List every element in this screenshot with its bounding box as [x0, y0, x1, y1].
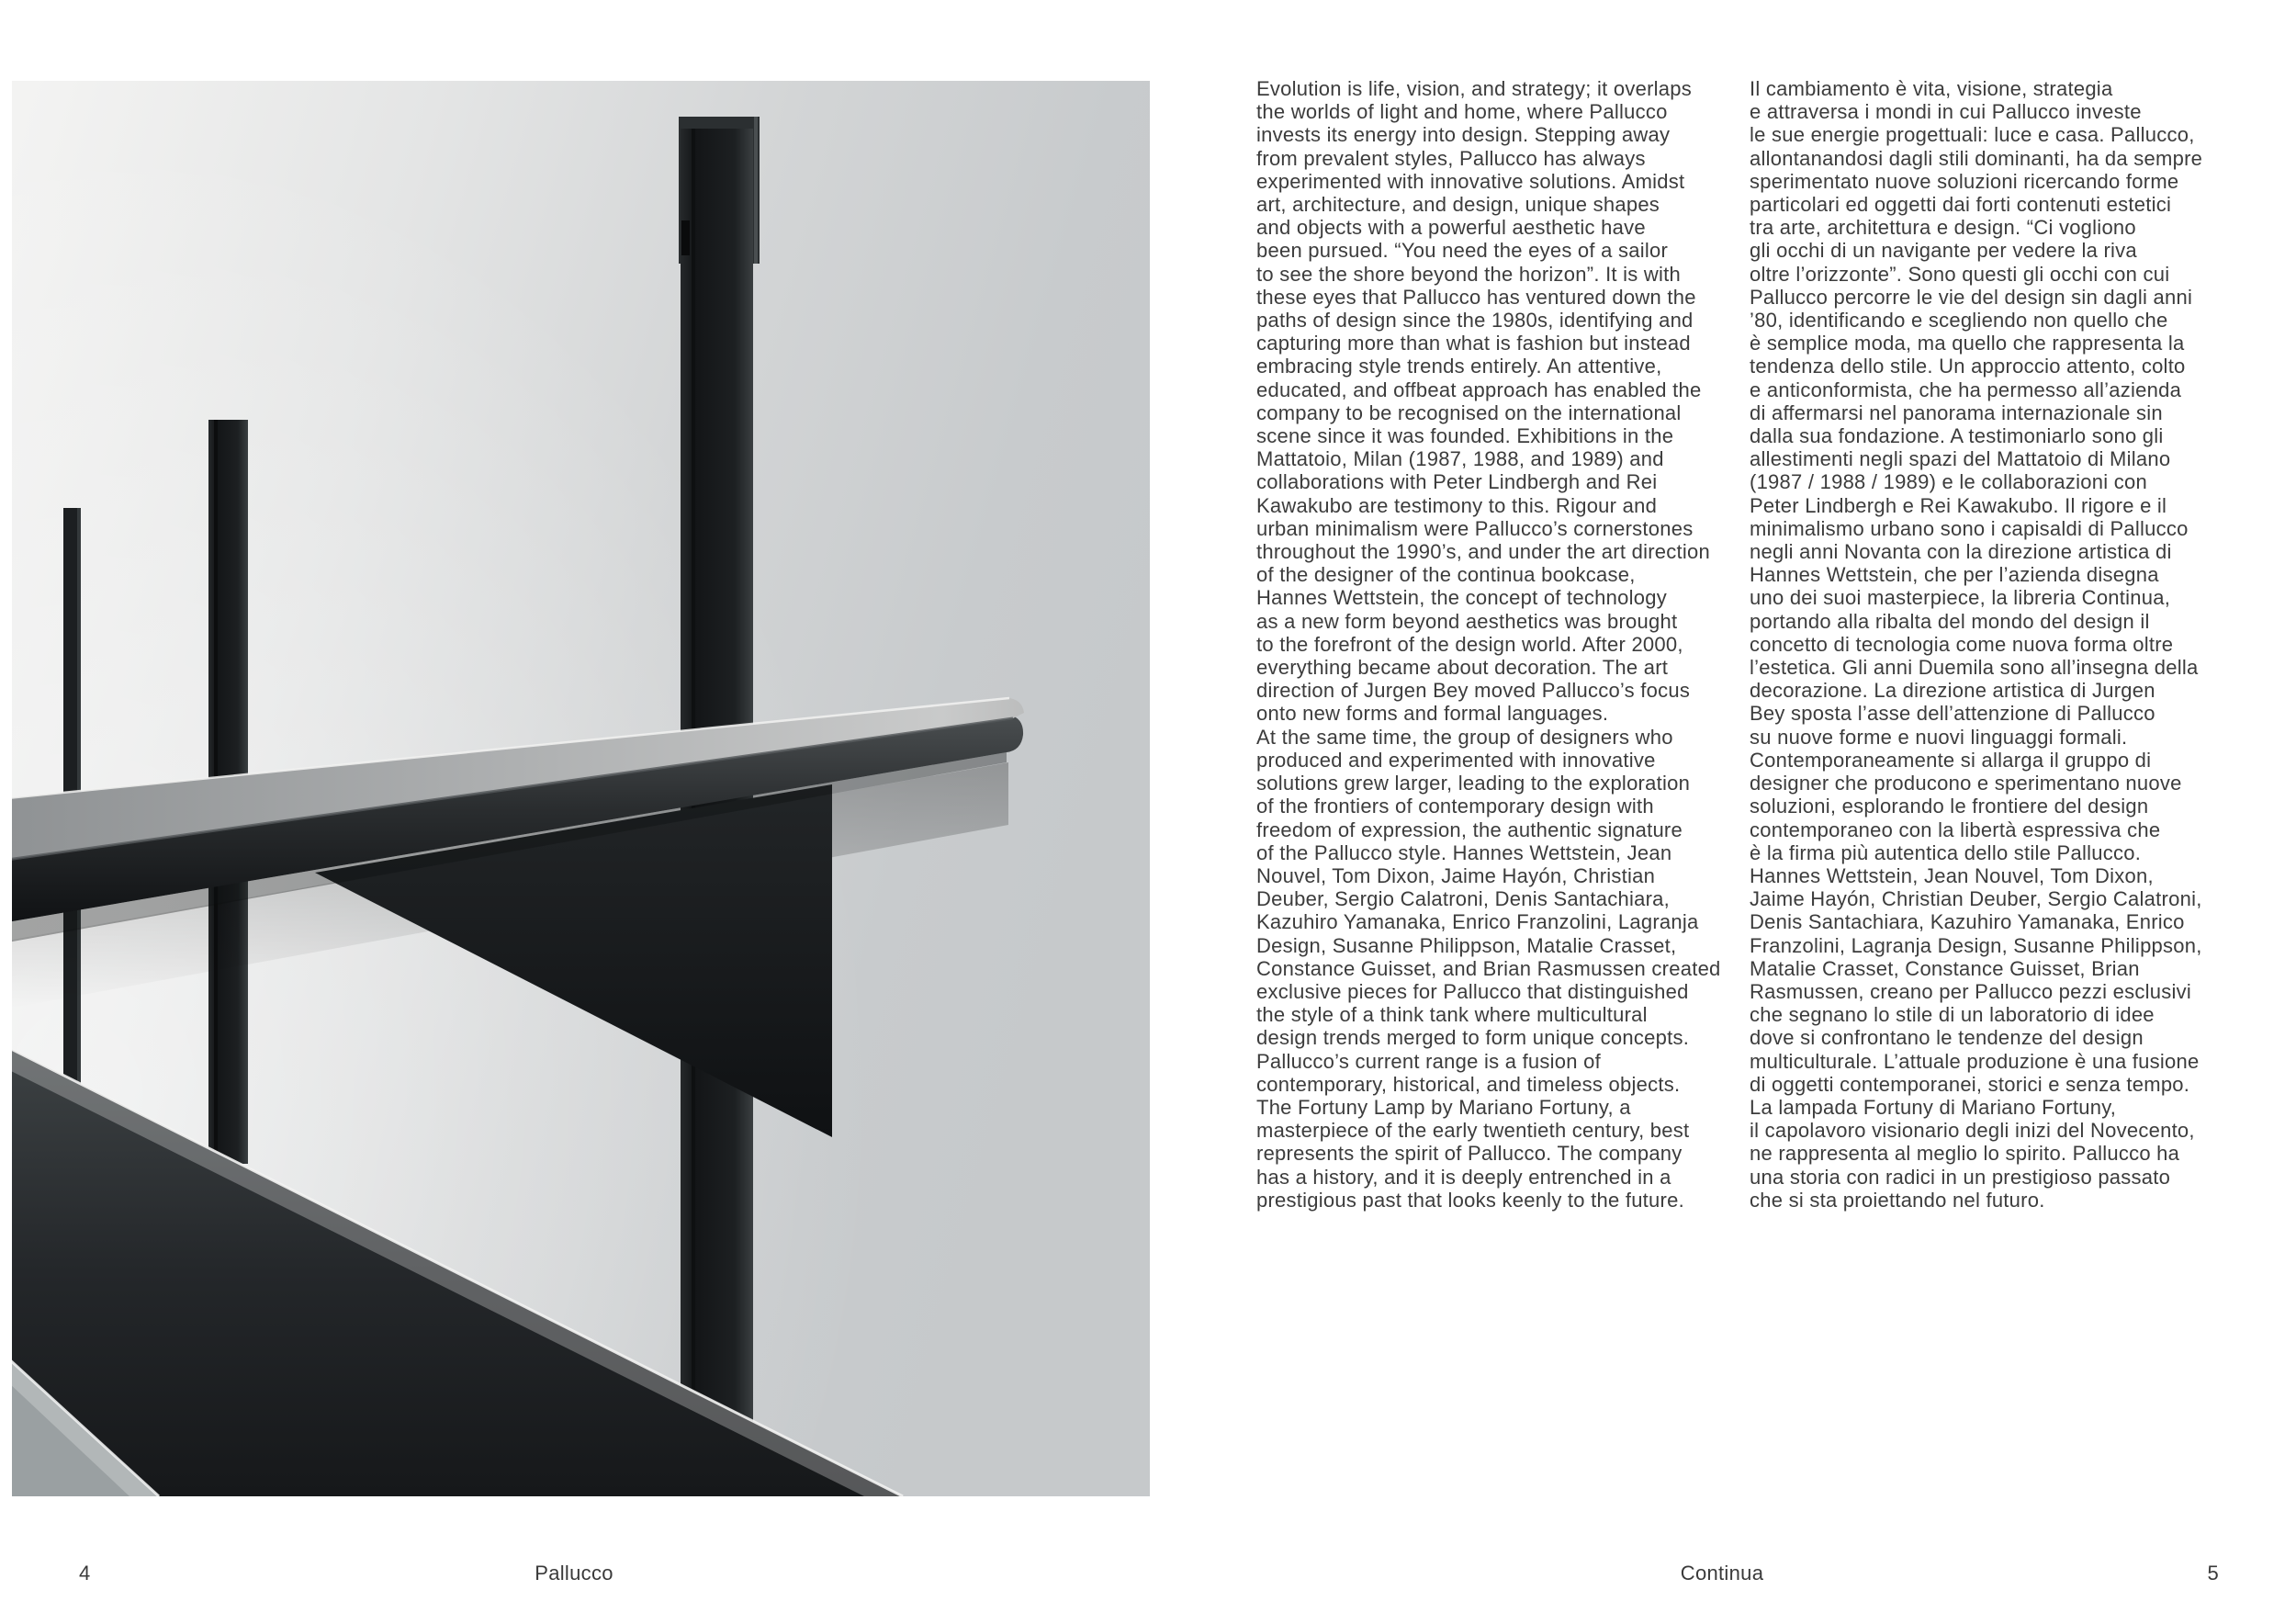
text-line: produced and experimented with innovative: [1256, 748, 1656, 772]
text-line: collaborations with Peter Lindbergh and Rei: [1256, 470, 1658, 494]
text-line: allontanandosi dagli stili dominanti, ha da sempre: [1750, 146, 2203, 170]
text-line: Kazuhiro Yamanaka, Enrico Franzolini, Lagranja: [1256, 910, 1699, 934]
text-line: to see the shore beyond the horizon”. It is with: [1256, 262, 1682, 286]
text-line: solutions grew larger, leading to the exploration: [1256, 772, 1691, 795]
text-line: ne rappresenta al meglio lo spirito. Pallucco ha: [1750, 1142, 2180, 1166]
text-line: minimalismo urbano sono i capisaldi di Pallucco: [1750, 516, 2189, 540]
text-line: le sue energie progettuali: luce e casa. Pallucco,: [1750, 123, 2195, 147]
text-line: been pursued. “You need the eyes of a sailor: [1256, 239, 1669, 263]
text-line: Peter Lindbergh e Rei Kawakubo. Il rigore e il: [1750, 493, 2167, 517]
text-line: è la firma più autentica dello stile Pallucco.: [1750, 840, 2142, 864]
text-line: Nouvel, Tom Dixon, Jaime Hayón, Christian: [1256, 863, 1656, 887]
text-line: The Fortuny Lamp by Mariano Fortuny, a: [1256, 1095, 1631, 1119]
text-line: direction of Jurgen Bey moved Pallucco’s focus: [1256, 679, 1691, 703]
text-line: to the forefront of the design world. After 2000,: [1256, 632, 1683, 656]
shelf-photo-illustration: [12, 81, 1150, 1496]
text-line: e attraversa i mondi in cui Pallucco investe: [1750, 100, 2142, 124]
text-line: scene since it was founded. Exhibitions in the: [1256, 424, 1674, 448]
text-line: allestimenti negli spazi del Mattatoio di Milano: [1750, 447, 2171, 471]
text-line: art, architecture, and design, unique shapes: [1256, 193, 1660, 217]
text-line: onto new forms and formal languages.: [1256, 702, 1609, 726]
page-number-left: 4: [79, 1562, 91, 1585]
text-line: tra arte, architettura e design. “Ci vogliono: [1750, 216, 2136, 240]
text-line: tendenza dello stile. Un approccio attento, colto: [1750, 355, 2186, 378]
text-line: Design, Susanne Philippson, Matalie Crasset,: [1256, 933, 1677, 957]
text-line: multiculturale. L’attuale produzione è una fusione: [1750, 1049, 2200, 1073]
text-line: portando alla ribalta del mondo del design il: [1750, 609, 2150, 633]
text-line: Bey sposta l’asse dell’attenzione di Pallucco: [1750, 702, 2155, 726]
text-line: throughout the 1990’s, and under the art direction: [1256, 540, 1710, 564]
text-line: freedom of expression, the authentic signature: [1256, 818, 1683, 841]
italian-text-column: [1750, 77, 2264, 1212]
text-line: of the Pallucco style. Hannes Wettstein, Jean: [1256, 840, 1672, 864]
text-line: from prevalent styles, Pallucco has always: [1256, 146, 1646, 170]
text-line: dalla sua fondazione. A testimoniarlo sono gli: [1750, 424, 2164, 448]
page-number-right: 5: [2207, 1562, 2219, 1585]
text-line: gli occhi di un navigante per vedere la riva: [1750, 239, 2137, 263]
text-line: e anticonformista, che ha permesso all’azienda: [1750, 378, 2182, 401]
text-line: the worlds of light and home, where Pallucco: [1256, 100, 1668, 124]
running-title-right: Continua: [1680, 1562, 1764, 1585]
text-line: design trends merged to form unique concepts.: [1256, 1026, 1690, 1050]
text-line: Rasmussen, creano per Pallucco pezzi esclusivi: [1750, 979, 2192, 1003]
text-line: Contemporaneamente si allarga il gruppo di: [1750, 748, 2152, 772]
text-line: soluzioni, esplorando le frontiere del design: [1750, 795, 2149, 818]
text-line: designer che producono e sperimentano nuove: [1750, 772, 2182, 795]
text-line: urban minimalism were Pallucco’s cornerstones: [1256, 516, 1694, 540]
text-line: as a new form beyond aesthetics was brought: [1256, 609, 1678, 633]
running-title-left: Pallucco: [535, 1562, 613, 1585]
english-text-column: [1256, 77, 1743, 1212]
text-line: of the designer of the continua bookcase,: [1256, 563, 1636, 587]
text-line: oltre l’orizzonte”. Sono questi gli occhi con cui: [1750, 262, 2170, 286]
text-line: sperimentato nuove soluzioni ricercando forme: [1750, 169, 2179, 193]
text-line: dove si confrontano le tendenze del design: [1750, 1026, 2144, 1050]
text-line: che si sta proiettando nel futuro.: [1750, 1188, 2045, 1212]
text-line: è semplice moda, ma quello che rappresenta la: [1750, 332, 2185, 355]
text-line: experimented with innovative solutions. Amidst: [1256, 169, 1685, 193]
text-line: exclusive pieces for Pallucco that distinguished: [1256, 979, 1689, 1003]
text-line: Il cambiamento è vita, visione, strategia: [1750, 77, 2113, 100]
text-line: Hannes Wettstein, Jean Nouvel, Tom Dixon,: [1750, 863, 2154, 887]
text-line: ’80, identificando e scegliendo non quello che: [1750, 309, 2168, 333]
text-line: At the same time, the group of designers who: [1256, 725, 1673, 749]
text-line: Hannes Wettstein, che per l’azienda disegna: [1750, 563, 2159, 587]
text-line: di oggetti contemporanei, storici e senza tempo.: [1750, 1072, 2190, 1096]
text-line: has a history, and it is deeply entrenched in a: [1256, 1165, 1671, 1189]
text-line: Kawakubo are testimony to this. Rigour and: [1256, 493, 1658, 517]
text-line: particolari ed oggetti dai forti contenuti estetici: [1750, 193, 2172, 217]
text-line: paths of design since the 1980s, identifying and: [1256, 309, 1694, 333]
text-line: represents the spirit of Pallucco. The company: [1256, 1142, 1683, 1166]
text-line: negli anni Novanta con la direzione artistica di: [1750, 540, 2172, 564]
text-line: embracing style trends entirely. An attentive,: [1256, 355, 1662, 378]
text-line: and objects with a powerful aesthetic have: [1256, 216, 1646, 240]
text-line: (1987 / 1988 / 1989) e le collaborazioni con: [1750, 470, 2147, 494]
text-line: invests its energy into design. Stepping away: [1256, 123, 1671, 147]
text-line: di affermarsi nel panorama internazionale sin: [1750, 400, 2163, 424]
text-line: everything became about decoration. The art: [1256, 656, 1669, 680]
text-line: decorazione. La direzione artistica di Jurgen: [1750, 679, 2155, 703]
text-line: La lampada Fortuny di Mariano Fortuny,: [1750, 1095, 2117, 1119]
text-line: Denis Santachiara, Kazuhiro Yamanaka, Enrico: [1750, 910, 2185, 934]
text-line: contemporary, historical, and timeless objects.: [1256, 1072, 1681, 1096]
text-line: masterpiece of the early twentieth century, best: [1256, 1119, 1690, 1143]
text-line: su nuove forme e nuovi linguaggi formali.: [1750, 725, 2128, 749]
text-line: Matalie Crasset, Constance Guisset, Brian: [1750, 956, 2140, 980]
text-line: company to be recognised on the international: [1256, 400, 1682, 424]
text-line: uno dei suoi masterpiece, la libreria Continua,: [1750, 586, 2171, 610]
text-line: these eyes that Pallucco has ventured down the: [1256, 285, 1696, 309]
text-line: una storia con radici in un prestigioso passato: [1750, 1165, 2171, 1189]
upright-main-notch: [681, 220, 690, 255]
text-line: the style of a think tank where multicultural: [1256, 1003, 1648, 1027]
text-line: il capolavoro visionario degli inizi del Novecento,: [1750, 1119, 2195, 1143]
text-line: Pallucco’s current range is a fusion of: [1256, 1049, 1601, 1073]
text-line: contemporaneo con la libertà espressiva che: [1750, 818, 2161, 841]
text-line: Hannes Wettstein, the concept of technology: [1256, 586, 1667, 610]
text-line: Franzolini, Lagranja Design, Susanne Philippson,: [1750, 933, 2202, 957]
text-line: capturing more than what is fashion but instead: [1256, 332, 1691, 355]
text-line: Constance Guisset, and Brian Rasmussen created: [1256, 956, 1721, 980]
text-line: concetto di tecnologia come nuova forma oltre: [1750, 632, 2174, 656]
text-line: educated, and offbeat approach has enabled the: [1256, 378, 1702, 401]
text-line: Pallucco percorre le vie del design sin dagli anni: [1750, 285, 2193, 309]
text-line: prestigious past that looks keenly to the future.: [1256, 1188, 1684, 1212]
text-line: l’estetica. Gli anni Duemila sono all’insegna della: [1750, 656, 2199, 680]
text-line: Evolution is life, vision, and strategy; it overlaps: [1256, 77, 1693, 100]
text-line: Deuber, Sergio Calatroni, Denis Santachiara,: [1256, 887, 1671, 911]
continua-shelf-photo: [12, 81, 1150, 1496]
text-line: che segnano lo stile di un laboratorio di idee: [1750, 1003, 2155, 1027]
text-line: Mattatoio, Milan (1987, 1988, and 1989) and: [1256, 447, 1664, 471]
upright-cap-highlight: [754, 117, 758, 264]
text-line: of the frontiers of contemporary design with: [1256, 795, 1654, 818]
text-line: Jaime Hayón, Christian Deuber, Sergio Calatroni,: [1750, 887, 2202, 911]
